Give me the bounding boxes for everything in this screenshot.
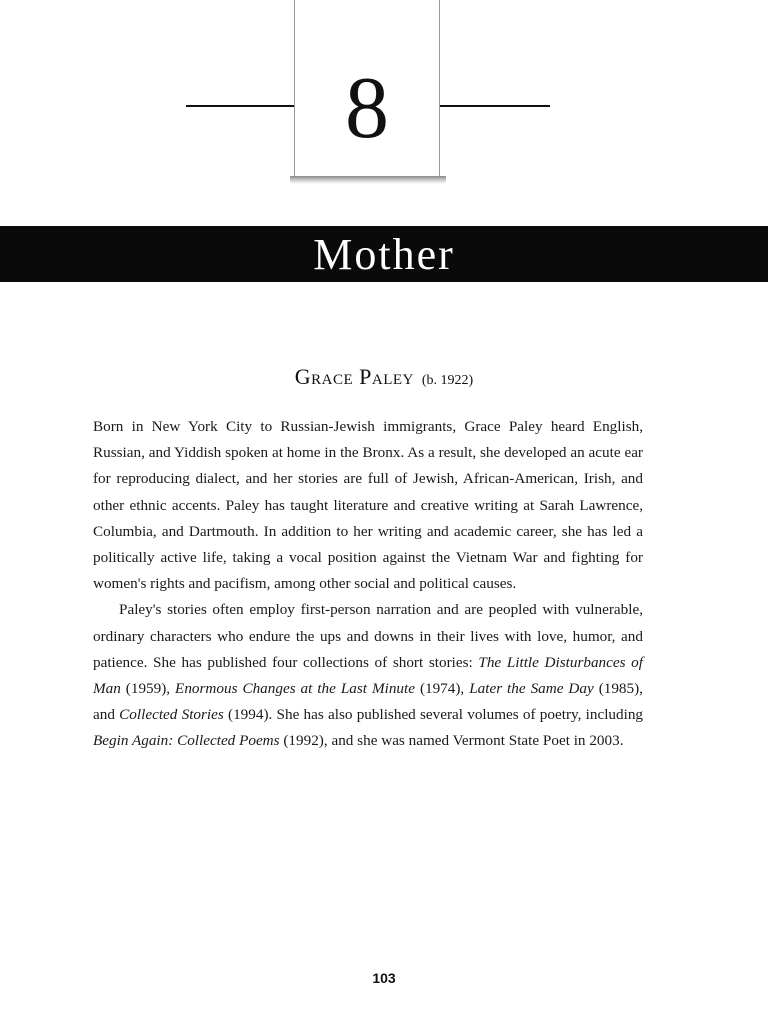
bio-paragraph-2-intro: Paley's stories often employ first-person narration and are peopled with vulnerable, ordinary characters who endure the ups and downs in their lives with love, humor, and patience. She has published four collections of short stories: [93, 601, 643, 671]
author-dates: (b. 1922) [421, 373, 474, 388]
work-title: Collected Stories [119, 706, 224, 724]
chapter-box-shadow [290, 176, 446, 184]
work-year: (1994). She has also published several volumes of poetry, including [223, 706, 644, 724]
author-biography [93, 414, 643, 755]
work-title: Later the Same Day [469, 680, 594, 698]
bio-paragraph-1: Born in New York City to Russian-Jewish immigrants, Grace Paley heard English, Russian, and Yiddish spoken at home in the Bronx. As a result, she developed an acute ear for reproducing dialect, and her stories are full of Jewish, African-American, Irish, and other ethnic accents. Paley has taught literature and creative writing at Sarah Lawrence, Columbia, and Dartmouth. In addition to her writing and academic career, she has led a politically active life, taking a vocal position against the Vietnam War and fighting for women's rights and pacifism, among other social and political causes. [93, 418, 643, 593]
bio-paragraph-2 [93, 597, 643, 754]
author-name: Grace Paley [294, 364, 414, 389]
page-number: 103 [372, 970, 396, 986]
chapter-rule-right [440, 105, 550, 107]
work-year: (1985), and [93, 680, 643, 724]
work-title: Begin Again: Collected Poems [93, 732, 280, 750]
chapter-number: 8 [345, 60, 389, 157]
work-title: The Little Disturbances of Man [93, 653, 643, 698]
work-year: (1959), [120, 680, 176, 698]
chapter-rule-left [186, 105, 294, 107]
bio-paragraph-2-end: (1992), and she was named Vermont State Poet in 2003. [279, 732, 624, 750]
work-year: (1974), [414, 680, 470, 698]
work-title: Enormous Changes at the Last Minute [175, 680, 415, 698]
chapter-title: Mother [313, 230, 455, 279]
author-heading [0, 364, 768, 390]
